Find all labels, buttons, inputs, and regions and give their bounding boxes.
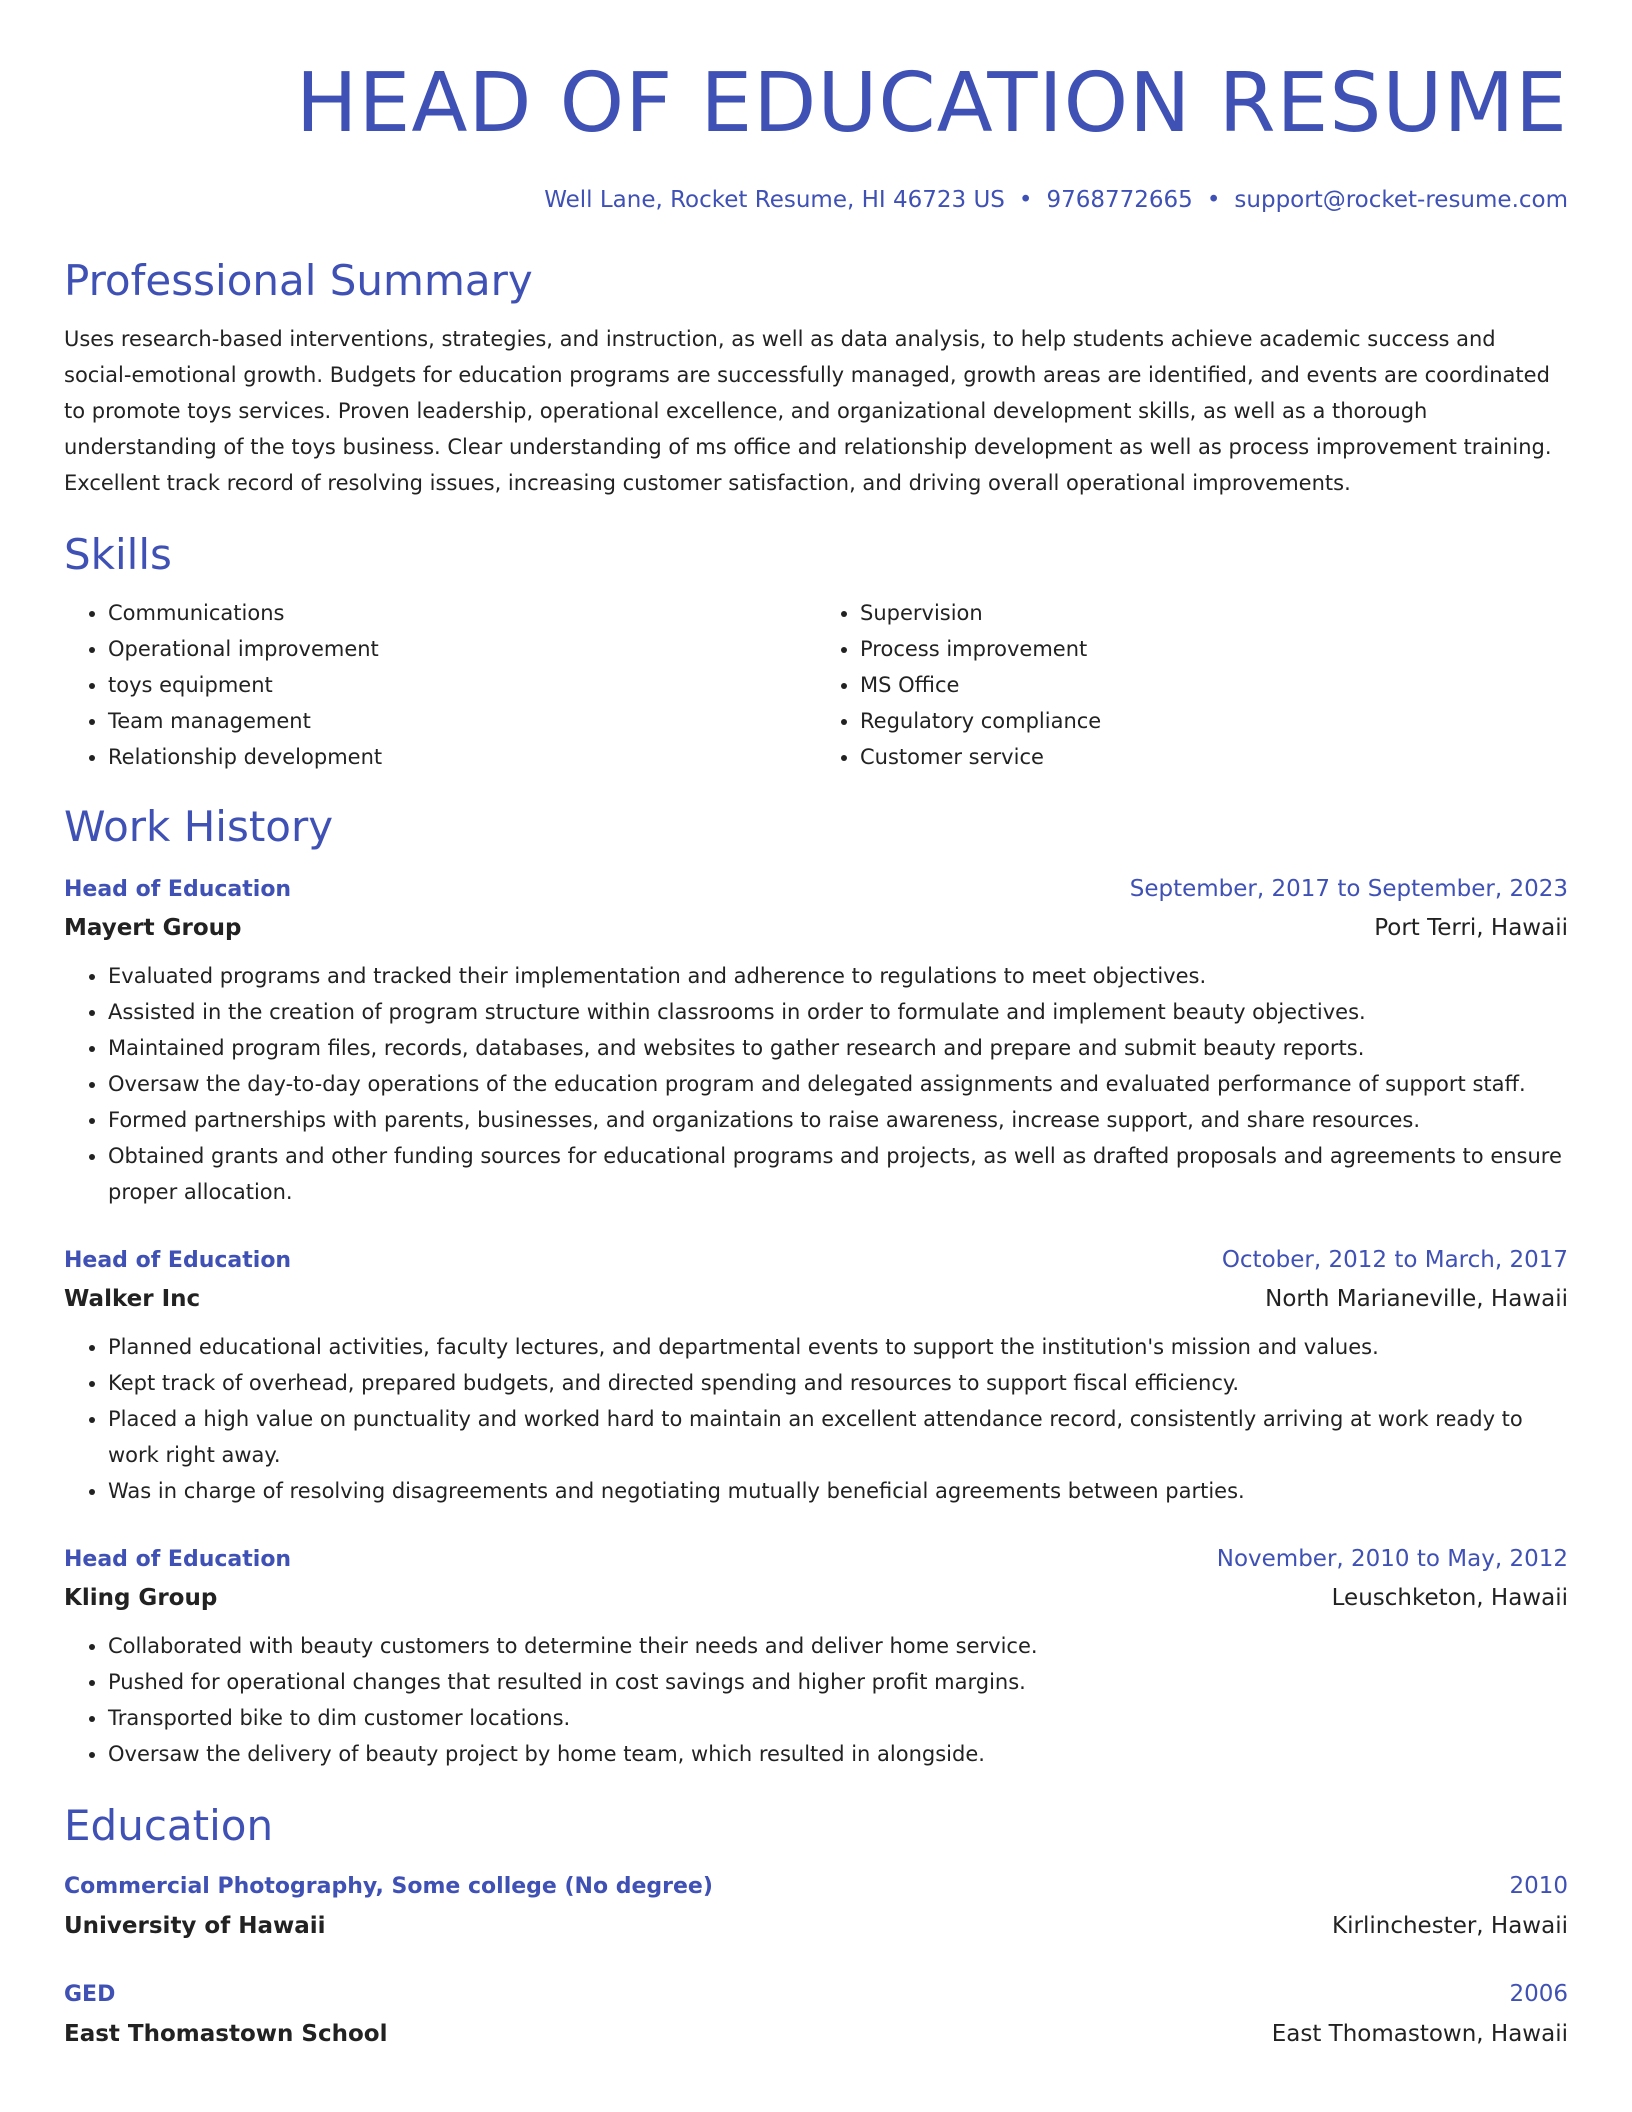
job-bullet: • Collaborated with beauty customers to determine their needs and deliver home service.	[108, 1628, 1568, 1664]
job-bullet: • Oversaw the day-to-day operations of the education program and delegated assignments and evaluated performance of support staff.	[108, 1066, 1568, 1102]
job-bullet: • Oversaw the delivery of beauty project by home team, which resulted in alongside.	[108, 1736, 1568, 1772]
skills-list	[64, 595, 1568, 775]
job-location: Port Terri, Hawaii	[1374, 915, 1568, 941]
skill-item: • Operational improvement	[108, 631, 816, 667]
contact-line	[64, 185, 1568, 215]
skill-item: • toys equipment	[108, 667, 816, 703]
job-location: North Marianeville, Hawaii	[1265, 1286, 1568, 1312]
job-bullet: • Pushed for operational changes that resulted in cost savings and higher profit margins.	[108, 1664, 1568, 1700]
job-header-row	[64, 871, 1568, 908]
education-degree: GED	[64, 1982, 116, 2007]
job-bullet: • Assisted in the creation of program structure within classrooms in order to formulate and implement beauty objectives.	[108, 994, 1568, 1030]
job-company-row	[64, 910, 1568, 946]
education-year: 2006	[1509, 1981, 1568, 2007]
job-dates: October, 2012 to March, 2017	[1221, 1247, 1568, 1273]
job-company: Kling Group	[64, 1585, 218, 1611]
job-bullet: • Evaluated programs and tracked their implementation and adherence to regulations to meet objectives.	[108, 958, 1568, 994]
contact-email: support@rocket-resume.com	[1234, 187, 1568, 213]
skill-item: • Relationship development	[108, 739, 816, 775]
skill-item: • Communications	[108, 595, 816, 631]
job-bullet: • Obtained grants and other funding sources for educational programs and projects, as well as drafted proposals and agreements to ensure proper allocation.	[108, 1138, 1568, 1210]
job-header-row	[64, 1242, 1568, 1279]
skill-item: • Process improvement	[860, 631, 1568, 667]
skill-item: • Team management	[108, 703, 816, 739]
job-bullets	[64, 1628, 1568, 1772]
resume-title: HEAD OF EDUCATION RESUME	[295, 56, 1568, 151]
job-title: Head of Education	[64, 1547, 292, 1572]
job-header-row	[64, 1541, 1568, 1578]
job-bullet: • Placed a high value on punctuality and worked hard to maintain an excellent attendance record, consistently arriving at work ready to work right away.	[108, 1401, 1568, 1473]
job-title: Head of Education	[64, 877, 292, 902]
education-school: East Thomastown School	[64, 2021, 388, 2047]
education-school: University of Hawaii	[64, 1913, 326, 1939]
job-company-row	[64, 1281, 1568, 1317]
contact-separator: •	[1206, 187, 1221, 213]
job-entry	[64, 871, 1568, 1210]
education-school-row	[64, 1908, 1568, 1944]
skills-column-right	[816, 595, 1568, 775]
job-bullet: • Was in charge of resolving disagreements and negotiating mutually beneficial agreements between parties.	[108, 1473, 1568, 1509]
job-company: Mayert Group	[64, 915, 242, 941]
summary-heading: Professional Summary	[64, 256, 533, 305]
job-bullet: • Formed partnerships with parents, businesses, and organizations to raise awareness, increase support, and share resources.	[108, 1102, 1568, 1138]
skills-heading: Skills	[64, 530, 172, 579]
job-bullets	[64, 958, 1568, 1210]
job-entry	[64, 1242, 1568, 1509]
job-bullet: • Kept track of overhead, prepared budgets, and directed spending and resources to support fiscal efficiency.	[108, 1365, 1568, 1401]
education-header-row	[64, 1868, 1568, 1905]
education-heading: Education	[64, 1801, 274, 1850]
job-bullet: • Planned educational activities, faculty lectures, and departmental events to support the institution's mission and values.	[108, 1329, 1568, 1365]
job-entry	[64, 1541, 1568, 1772]
job-bullets	[64, 1329, 1568, 1509]
job-dates: September, 2017 to September, 2023	[1129, 876, 1568, 902]
job-dates: November, 2010 to May, 2012	[1216, 1546, 1568, 1572]
education-entry	[64, 1868, 1568, 1944]
skill-item: • Customer service	[860, 739, 1568, 775]
education-year: 2010	[1509, 1873, 1568, 1899]
skill-item: • Regulatory compliance	[860, 703, 1568, 739]
job-location: Leuschketon, Hawaii	[1331, 1585, 1568, 1611]
job-bullet: • Maintained program files, records, databases, and websites to gather research and prepare and submit beauty reports.	[108, 1030, 1568, 1066]
skill-item: • Supervision	[860, 595, 1568, 631]
contact-address: Well Lane, Rocket Resume, HI 46723 US	[544, 187, 1005, 213]
work-history-heading: Work History	[64, 802, 334, 851]
education-school-row	[64, 2016, 1568, 2052]
summary-text: Uses research-based interventions, strategies, and instruction, as well as data analysis, to help students achieve academic success and social-emotional growth. Budgets for education programs are successfully managed, growth areas are identified, and events are coordinated to promote toys services. Proven leadership, operational excellence, and organizational development skills, as well as a thorough understanding of the toys business. Clear understanding of ms office and relationship development as well as process improvement training. Excellent track record of resolving issues, increasing customer satisfaction, and driving overall operational improvements.	[64, 327, 1552, 495]
education-location: East Thomastown, Hawaii	[1271, 2021, 1568, 2047]
job-title: Head of Education	[64, 1248, 292, 1273]
skills-column-left	[64, 595, 816, 775]
education-degree: Commercial Photography, Some college (No degree)	[64, 1874, 713, 1899]
job-bullet: • Transported bike to dim customer locations.	[108, 1700, 1568, 1736]
education-entry	[64, 1976, 1568, 2052]
job-company-row	[64, 1580, 1568, 1616]
contact-phone: 9768772665	[1046, 187, 1193, 213]
education-location: Kirlinchester, Hawaii	[1332, 1913, 1568, 1939]
skill-item: • MS Office	[860, 667, 1568, 703]
education-header-row	[64, 1976, 1568, 2013]
job-company: Walker Inc	[64, 1286, 201, 1312]
contact-separator: •	[1018, 187, 1033, 213]
